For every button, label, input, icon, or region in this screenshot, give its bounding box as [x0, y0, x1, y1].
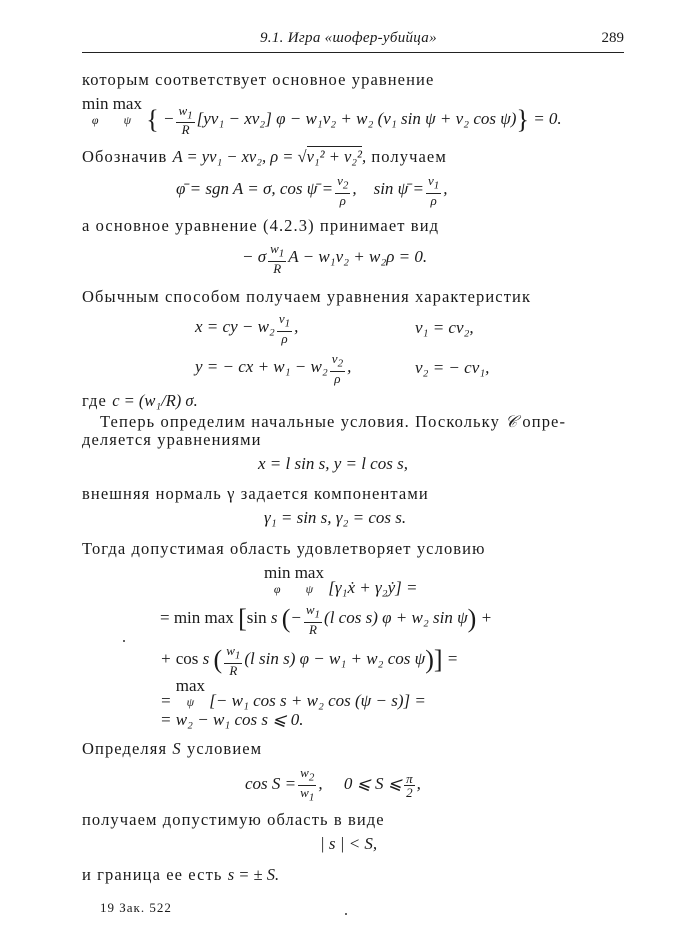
condition-line-5: = w₂ − w₁ cos s ⩽ 0. [160, 710, 304, 729]
p6-line1-end: опре- [522, 412, 567, 431]
condition-line-2: = min max [sin s (− $\frac{w_1}{R}$ (l cos s) φ + w₂ sin ψ) + [160, 602, 493, 637]
boundary-formula: s = ± S. [227, 865, 280, 884]
reduced-equation: − σ $\frac{w_1}{R}$ A − w₁ν₂ + w₂ρ = 0. [242, 241, 428, 276]
char-eq-y: y = − cx + w₁ − w₂ $\frac{\nu_2}{\rho}$ , [195, 351, 352, 386]
optimal-controls: φ̄ = sgn A = σ, cos ψ̄ = $\frac{\nu_2}{\rho}$ , sin ψ̄ = $\frac{\nu_1}{\rho}$ , [176, 173, 448, 208]
char-eq-v1: ν₁ = cν₂, [415, 318, 474, 337]
normal-components: γ₁ = sin s, γ₂ = cos s. [264, 508, 407, 527]
initial-curve: x = l sin s, y = l cos s, [258, 454, 408, 473]
c-def-lead: где [82, 391, 107, 410]
running-title: 9.1. Игра «шофер-убийца» [260, 30, 437, 46]
cond4-body: [− w₁ cos s + w₂ cos (ψ − s)] = [209, 691, 426, 710]
cond2-body: (l cos s) φ + w₂ sin ψ [324, 608, 468, 628]
S-definition-line: Определяя S условием [82, 739, 263, 758]
cond3-body: (l sin s) φ − w₁ + w₂ cos ψ [244, 649, 426, 669]
condition-line-3: + cos s ( $\frac{w_1}{R}$ (l sin s) φ − w₁ + w₂ cos ψ)] = [160, 643, 459, 678]
boundary-lead: и граница ее есть [82, 865, 223, 884]
print-speck [123, 640, 125, 642]
admissible-region: | s | < S, [320, 834, 378, 853]
printer-signature: 19 Зак. 522 [100, 900, 172, 915]
S-definition: cos S = $\frac{w_2}{w_1}$ , 0 ⩽ S ⩽ $\frac{\pi}{2}$ , [245, 765, 421, 804]
char-y-body: y = − cx + w₁ − w₂ [195, 357, 328, 377]
main-equation-end: = 0. [533, 109, 562, 128]
paragraph-text: Обычным способом получаем уравнения характеристик [82, 287, 532, 306]
running-header [82, 28, 624, 53]
opt-controls-sin: sin ψ̄ = [373, 179, 424, 199]
S-def-cos: cos S = [245, 774, 297, 793]
char-eq-x: x = cy − w₂ $\frac{\nu_1}{\rho}$ , [195, 311, 299, 346]
condition-line-4: = max ψ [− w₁ cos s + w₂ cos (ψ − s)] = [160, 676, 426, 710]
char-x-body: x = cy − w₂ [195, 317, 275, 337]
char-eq-v2: ν₂ = − cν₁, [415, 358, 490, 377]
paragraph-text: внешняя нормаль γ задается компонентами [82, 484, 429, 503]
cond1-body: [γ₁ẋ + γ₂ẏ] = [328, 578, 418, 597]
print-speck [345, 913, 347, 915]
c-def-formula: c = (w₁/R) σ. [112, 391, 198, 410]
page-number: 289 [601, 30, 624, 46]
paragraph-line: Теперь определим начальные условия. Поскольку 𝒞 опре- [100, 412, 567, 431]
notation-line: Обозначив A = yν₁ − xν₂, ρ = √ν₁² + ν₂², получаем [82, 147, 447, 166]
paragraph-text: которым соответствует основное уравнение [82, 70, 435, 89]
S-def-tail: условием [186, 739, 263, 758]
reduced-equation-body: A − w₁ν₂ + w₂ρ = 0. [288, 247, 428, 267]
main-equation-body: [yν₁ − xν₂] φ − w₁ν₂ + w₂ (ν₁ sin ψ + ν₂ cos ψ) [196, 109, 517, 128]
c-definition [82, 391, 198, 411]
condition-line-1: min φ max ψ [γ₁ẋ + γ₂ẏ] = [264, 563, 418, 597]
S-def-range: 0 ⩽ S ⩽ [343, 774, 403, 793]
def-rho: ν₁² + ν₂² [306, 147, 362, 166]
notation-tail: получаем [371, 147, 447, 166]
p6-line1: Теперь определим начальные условия. Поскольку [100, 412, 500, 431]
paragraph-line: деляется уравнениями [82, 430, 262, 449]
S-def-lead: Определяя [82, 739, 168, 758]
paragraph-text: получаем допустимую область в виде [82, 810, 385, 829]
notation-lead: Обозначив [82, 147, 168, 166]
boundary-line [82, 865, 279, 885]
paragraph-text: Тогда допустимая область удовлетворяет условию [82, 539, 486, 558]
main-equation: min φ max ψ { − $\frac{w_1}{R}$ [yν₁ − xν₂] φ − w₁ν₂ + w₂ (ν₁ sin ψ + ν₂ cos ψ)} = 0. [82, 94, 562, 138]
opt-controls-cos: φ̄ = sgn A = σ, cos ψ̄ = [176, 179, 334, 199]
def-A: A = yν₁ − xν₂, ρ = [172, 147, 294, 166]
paragraph-text: а основное уравнение (4.2.3) принимает вид [82, 216, 440, 235]
